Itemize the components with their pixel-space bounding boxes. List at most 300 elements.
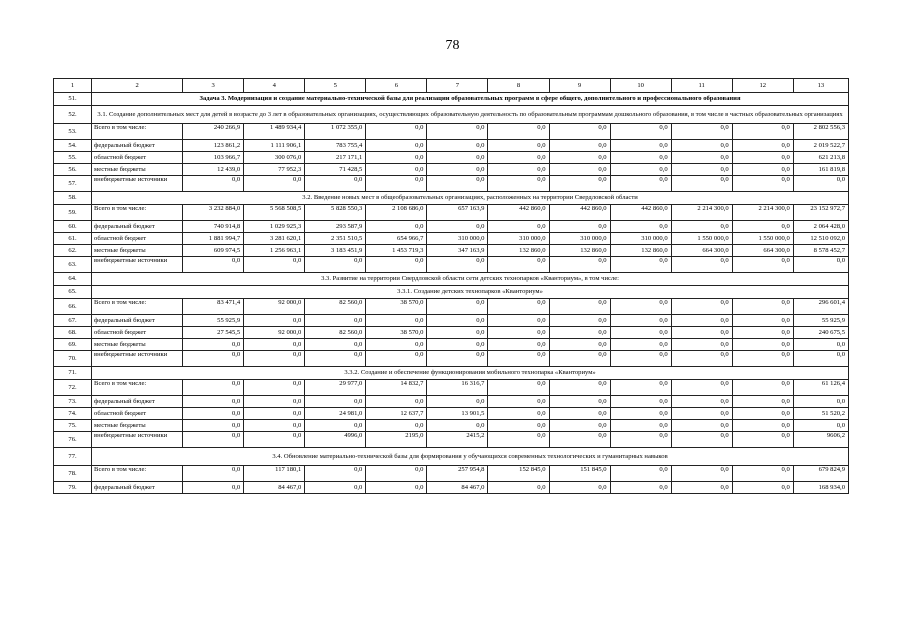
value-cell: 0,0: [671, 257, 732, 273]
value-cell: 0,0: [610, 140, 671, 152]
section-row: [54, 448, 849, 466]
funding-source-label: Всего в том числе:: [92, 124, 183, 140]
value-cell: 117 180,1: [244, 466, 305, 482]
row-number: 59.: [54, 205, 92, 221]
table-row: [54, 205, 849, 221]
funding-source-label: федеральный бюджет: [92, 140, 183, 152]
value-cell: 0,0: [427, 420, 488, 432]
value-cell: 0,0: [183, 420, 244, 432]
table-row: [54, 124, 849, 140]
value-cell: 0,0: [366, 396, 427, 408]
row-number: 63.: [54, 257, 92, 273]
row-number: 58.: [54, 192, 92, 205]
value-cell: 0,0: [183, 408, 244, 420]
value-cell: 82 560,0: [305, 327, 366, 339]
value-cell: 103 966,7: [183, 152, 244, 164]
value-cell: 0,0: [305, 257, 366, 273]
value-cell: 0,0: [732, 140, 793, 152]
budget-table: [53, 78, 849, 494]
value-cell: 0,0: [244, 257, 305, 273]
value-cell: 310 000,0: [488, 233, 549, 245]
value-cell: 0,0: [427, 176, 488, 192]
value-cell: 0,0: [488, 408, 549, 420]
value-cell: 0,0: [610, 351, 671, 367]
total-value-cell: 296 601,4: [793, 299, 848, 315]
row-number: 66.: [54, 299, 92, 315]
value-cell: 0,0: [244, 396, 305, 408]
total-value-cell: 9606,2: [793, 432, 848, 448]
section-row: [54, 192, 849, 205]
value-cell: 0,0: [305, 351, 366, 367]
value-cell: 2415,2: [427, 432, 488, 448]
value-cell: 0,0: [427, 339, 488, 351]
value-cell: 0,0: [732, 327, 793, 339]
value-cell: 2 351 510,5: [305, 233, 366, 245]
table-row: [54, 176, 849, 192]
table-row: [54, 380, 849, 396]
value-cell: 0,0: [549, 315, 610, 327]
total-value-cell: 2 019 522,7: [793, 140, 848, 152]
value-cell: 0,0: [488, 396, 549, 408]
value-cell: 0,0: [732, 482, 793, 494]
value-cell: 0,0: [610, 420, 671, 432]
value-cell: 0,0: [366, 351, 427, 367]
value-cell: 0,0: [183, 339, 244, 351]
value-cell: 240 266,9: [183, 124, 244, 140]
value-cell: 0,0: [732, 380, 793, 396]
value-cell: 0,0: [549, 140, 610, 152]
value-cell: 347 163,9: [427, 245, 488, 257]
value-cell: 0,0: [671, 327, 732, 339]
value-cell: 92 000,0: [244, 327, 305, 339]
value-cell: 38 570,0: [366, 327, 427, 339]
value-cell: 1 453 719,3: [366, 245, 427, 257]
row-number: 68.: [54, 327, 92, 339]
row-number: 53.: [54, 124, 92, 140]
table-row: [54, 233, 849, 245]
total-value-cell: 168 934,0: [793, 482, 848, 494]
value-cell: 2 214 300,0: [732, 205, 793, 221]
value-cell: 0,0: [488, 140, 549, 152]
row-number: 76.: [54, 432, 92, 448]
section-row: [54, 106, 849, 124]
value-cell: 0,0: [427, 124, 488, 140]
row-number: 51.: [54, 93, 92, 106]
value-cell: 310 000,0: [610, 233, 671, 245]
section-row: [54, 286, 849, 299]
value-cell: 14 832,7: [366, 380, 427, 396]
value-cell: 0,0: [732, 408, 793, 420]
value-cell: 16 316,7: [427, 380, 488, 396]
total-value-cell: 0,0: [793, 420, 848, 432]
value-cell: 0,0: [549, 482, 610, 494]
total-value-cell: 0,0: [793, 351, 848, 367]
value-cell: 0,0: [732, 257, 793, 273]
value-cell: 0,0: [610, 164, 671, 176]
value-cell: 0,0: [671, 176, 732, 192]
funding-source-label: областной бюджет: [92, 408, 183, 420]
total-value-cell: 0,0: [793, 257, 848, 273]
total-value-cell: 0,0: [793, 396, 848, 408]
value-cell: 300 076,0: [244, 152, 305, 164]
funding-source-label: Всего в том числе:: [92, 466, 183, 482]
value-cell: 0,0: [549, 351, 610, 367]
value-cell: 4996,0: [305, 432, 366, 448]
row-number: 54.: [54, 140, 92, 152]
value-cell: 0,0: [610, 299, 671, 315]
value-cell: 0,0: [427, 152, 488, 164]
funding-source-label: Всего в том числе:: [92, 205, 183, 221]
value-cell: 0,0: [610, 315, 671, 327]
value-cell: 0,0: [488, 221, 549, 233]
value-cell: 0,0: [305, 315, 366, 327]
row-number: 74.: [54, 408, 92, 420]
header-cell: 10: [610, 79, 671, 93]
value-cell: 0,0: [610, 221, 671, 233]
value-cell: 84 467,0: [427, 482, 488, 494]
value-cell: 3 281 620,1: [244, 233, 305, 245]
funding-source-label: внебюджетные источники: [92, 432, 183, 448]
value-cell: 0,0: [488, 380, 549, 396]
row-number: 77.: [54, 448, 92, 466]
value-cell: 0,0: [549, 299, 610, 315]
section-row: [54, 367, 849, 380]
section-title: 3.3.2. Создание и обеспечение функционирования мобильного технопарка «Кванториум»: [92, 367, 849, 380]
value-cell: 1 111 906,1: [244, 140, 305, 152]
funding-source-label: федеральный бюджет: [92, 221, 183, 233]
value-cell: 0,0: [427, 351, 488, 367]
value-cell: 0,0: [183, 432, 244, 448]
value-cell: 0,0: [305, 466, 366, 482]
value-cell: 0,0: [488, 315, 549, 327]
value-cell: 0,0: [305, 482, 366, 494]
value-cell: 1 256 963,1: [244, 245, 305, 257]
value-cell: 24 981,0: [305, 408, 366, 420]
value-cell: 0,0: [427, 315, 488, 327]
total-value-cell: 55 925,9: [793, 315, 848, 327]
value-cell: 1 550 000,0: [732, 233, 793, 245]
table-row: [54, 408, 849, 420]
value-cell: 0,0: [244, 380, 305, 396]
value-cell: 0,0: [732, 466, 793, 482]
value-cell: 0,0: [549, 164, 610, 176]
value-cell: 2195,0: [366, 432, 427, 448]
value-cell: 0,0: [610, 257, 671, 273]
value-cell: 0,0: [549, 380, 610, 396]
value-cell: 0,0: [183, 482, 244, 494]
value-cell: 293 587,9: [305, 221, 366, 233]
value-cell: 0,0: [244, 339, 305, 351]
value-cell: 0,0: [183, 257, 244, 273]
value-cell: 77 952,3: [244, 164, 305, 176]
value-cell: 0,0: [671, 152, 732, 164]
value-cell: 152 845,0: [488, 466, 549, 482]
total-value-cell: 161 819,8: [793, 164, 848, 176]
value-cell: 0,0: [732, 176, 793, 192]
value-cell: 2 108 686,0: [366, 205, 427, 221]
funding-source-label: местные бюджеты: [92, 420, 183, 432]
value-cell: 257 954,8: [427, 466, 488, 482]
value-cell: 1 881 994,7: [183, 233, 244, 245]
row-number: 65.: [54, 286, 92, 299]
row-number: 73.: [54, 396, 92, 408]
value-cell: 0,0: [610, 380, 671, 396]
header-cell: 11: [671, 79, 732, 93]
value-cell: 84 467,0: [244, 482, 305, 494]
table-row: [54, 152, 849, 164]
total-value-cell: 51 520,2: [793, 408, 848, 420]
row-number: 62.: [54, 245, 92, 257]
value-cell: 0,0: [488, 327, 549, 339]
section-row: [54, 273, 849, 286]
value-cell: 0,0: [305, 176, 366, 192]
header-cell: 2: [92, 79, 183, 93]
value-cell: 12 637,7: [366, 408, 427, 420]
table-row: [54, 315, 849, 327]
total-value-cell: 2 064 428,0: [793, 221, 848, 233]
value-cell: 0,0: [183, 396, 244, 408]
value-cell: 0,0: [366, 339, 427, 351]
value-cell: 0,0: [488, 482, 549, 494]
value-cell: 664 300,0: [732, 245, 793, 257]
header-cell: 13: [793, 79, 848, 93]
row-number: 67.: [54, 315, 92, 327]
value-cell: 0,0: [366, 164, 427, 176]
table-row: [54, 432, 849, 448]
value-cell: 442 860,0: [549, 205, 610, 221]
row-number: 69.: [54, 339, 92, 351]
value-cell: 442 860,0: [488, 205, 549, 221]
value-cell: 0,0: [610, 339, 671, 351]
value-cell: 0,0: [732, 315, 793, 327]
total-value-cell: 12 510 092,0: [793, 233, 848, 245]
row-number: 61.: [54, 233, 92, 245]
value-cell: 0,0: [671, 432, 732, 448]
funding-source-label: Всего в том числе:: [92, 299, 183, 315]
value-cell: 0,0: [488, 164, 549, 176]
value-cell: 38 570,0: [366, 299, 427, 315]
table-row: [54, 221, 849, 233]
value-cell: 92 000,0: [244, 299, 305, 315]
value-cell: 0,0: [549, 420, 610, 432]
value-cell: 29 977,0: [305, 380, 366, 396]
value-cell: 0,0: [549, 221, 610, 233]
funding-source-label: областной бюджет: [92, 152, 183, 164]
value-cell: 132 860,0: [610, 245, 671, 257]
value-cell: 0,0: [610, 327, 671, 339]
table-row: [54, 299, 849, 315]
value-cell: 0,0: [488, 420, 549, 432]
value-cell: 1 489 934,4: [244, 124, 305, 140]
value-cell: 0,0: [732, 396, 793, 408]
value-cell: 1 029 925,3: [244, 221, 305, 233]
table-row: [54, 257, 849, 273]
row-number: 57.: [54, 176, 92, 192]
value-cell: 0,0: [671, 299, 732, 315]
row-number: 79.: [54, 482, 92, 494]
value-cell: 0,0: [732, 339, 793, 351]
value-cell: 0,0: [732, 351, 793, 367]
value-cell: 5 568 508,5: [244, 205, 305, 221]
value-cell: 12 439,0: [183, 164, 244, 176]
total-value-cell: 0,0: [793, 176, 848, 192]
value-cell: 783 755,4: [305, 140, 366, 152]
value-cell: 82 560,0: [305, 299, 366, 315]
value-cell: 0,0: [610, 432, 671, 448]
value-cell: 0,0: [366, 315, 427, 327]
value-cell: 0,0: [366, 257, 427, 273]
value-cell: 0,0: [427, 140, 488, 152]
value-cell: 0,0: [732, 152, 793, 164]
value-cell: 0,0: [366, 124, 427, 140]
header-cell: 4: [244, 79, 305, 93]
row-number: 64.: [54, 273, 92, 286]
table-row: [54, 482, 849, 494]
value-cell: 0,0: [671, 466, 732, 482]
table-row: [54, 327, 849, 339]
funding-source-label: Всего в том числе:: [92, 380, 183, 396]
value-cell: 0,0: [305, 339, 366, 351]
section-title: 3.3. Развитие на территории Свердловской области сети детских технопарков «Кванториум», в том числе:: [92, 273, 849, 286]
total-value-cell: 61 126,4: [793, 380, 848, 396]
value-cell: 0,0: [427, 164, 488, 176]
value-cell: 0,0: [366, 221, 427, 233]
value-cell: 2 214 300,0: [671, 205, 732, 221]
value-cell: 0,0: [549, 176, 610, 192]
value-cell: 0,0: [366, 420, 427, 432]
value-cell: 657 163,9: [427, 205, 488, 221]
table-row: [54, 466, 849, 482]
section-title: 3.1. Создание дополнительных мест для детей в возрасте до 3 лет в образовательных организациях, осуществляющих образовательную деятельность по образовательным программам дошкольного образования, в том числе в частных образовательных организациях: [92, 106, 849, 124]
value-cell: 609 974,5: [183, 245, 244, 257]
value-cell: 0,0: [488, 124, 549, 140]
value-cell: 310 000,0: [549, 233, 610, 245]
section-title: 3.4. Обновление материально-технической базы для формирования у обучающихся современных технологических и гуманитарных навыков: [92, 448, 849, 466]
value-cell: 0,0: [244, 408, 305, 420]
value-cell: 151 845,0: [549, 466, 610, 482]
value-cell: 132 860,0: [488, 245, 549, 257]
value-cell: 0,0: [610, 482, 671, 494]
value-cell: 0,0: [244, 432, 305, 448]
value-cell: 0,0: [732, 299, 793, 315]
value-cell: 217 171,1: [305, 152, 366, 164]
value-cell: 0,0: [488, 432, 549, 448]
value-cell: 0,0: [671, 380, 732, 396]
value-cell: 0,0: [671, 164, 732, 176]
value-cell: 0,0: [671, 420, 732, 432]
funding-source-label: внебюджетные источники: [92, 257, 183, 273]
page-number: 78: [445, 38, 460, 53]
value-cell: 0,0: [427, 396, 488, 408]
value-cell: 0,0: [671, 221, 732, 233]
value-cell: 0,0: [671, 482, 732, 494]
value-cell: 71 428,5: [305, 164, 366, 176]
row-number: 60.: [54, 221, 92, 233]
value-cell: 132 860,0: [549, 245, 610, 257]
value-cell: 0,0: [305, 396, 366, 408]
row-number: 56.: [54, 164, 92, 176]
value-cell: 0,0: [549, 327, 610, 339]
value-cell: 0,0: [610, 176, 671, 192]
header-cell: 9: [549, 79, 610, 93]
value-cell: 123 861,2: [183, 140, 244, 152]
value-cell: 1 550 000,0: [671, 233, 732, 245]
value-cell: 0,0: [732, 420, 793, 432]
row-number: 75.: [54, 420, 92, 432]
section-title: 3.2. Введение новых мест в общеобразовательных организациях, расположенных на территории Свердловской области: [92, 192, 849, 205]
value-cell: 0,0: [732, 221, 793, 233]
value-cell: 0,0: [488, 299, 549, 315]
value-cell: 0,0: [549, 339, 610, 351]
funding-source-label: внебюджетные источники: [92, 351, 183, 367]
table-row: [54, 420, 849, 432]
value-cell: 27 545,5: [183, 327, 244, 339]
value-cell: 0,0: [427, 327, 488, 339]
value-cell: 0,0: [366, 152, 427, 164]
section-title: 3.3.1. Создание детских технопарков «Кванториум»: [92, 286, 849, 299]
value-cell: 0,0: [671, 124, 732, 140]
section-title: Задача 3. Модернизация и создание материально-технической базы для реализации образовательных программ в сфере общего, дополнительного и профессионального образования: [92, 93, 849, 106]
row-number: 78.: [54, 466, 92, 482]
table-row: [54, 339, 849, 351]
value-cell: 0,0: [610, 466, 671, 482]
funding-source-label: местные бюджеты: [92, 164, 183, 176]
value-cell: 0,0: [671, 339, 732, 351]
value-cell: 0,0: [549, 257, 610, 273]
total-value-cell: 23 152 972,7: [793, 205, 848, 221]
value-cell: 0,0: [549, 124, 610, 140]
funding-source-label: областной бюджет: [92, 233, 183, 245]
value-cell: 0,0: [305, 420, 366, 432]
value-cell: 0,0: [549, 396, 610, 408]
value-cell: 0,0: [488, 351, 549, 367]
value-cell: 0,0: [427, 257, 488, 273]
table-row: [54, 245, 849, 257]
value-cell: 0,0: [549, 152, 610, 164]
value-cell: 0,0: [671, 408, 732, 420]
value-cell: 0,0: [671, 396, 732, 408]
funding-source-label: местные бюджеты: [92, 339, 183, 351]
total-value-cell: 240 675,5: [793, 327, 848, 339]
value-cell: 740 914,8: [183, 221, 244, 233]
value-cell: 0,0: [488, 339, 549, 351]
funding-source-label: федеральный бюджет: [92, 396, 183, 408]
value-cell: 0,0: [366, 176, 427, 192]
value-cell: 0,0: [183, 351, 244, 367]
row-number: 52.: [54, 106, 92, 124]
value-cell: 0,0: [366, 466, 427, 482]
total-value-cell: 679 824,9: [793, 466, 848, 482]
funding-source-label: внебюджетные источники: [92, 176, 183, 192]
header-cell: 8: [488, 79, 549, 93]
table-row: [54, 396, 849, 408]
header-cell: 12: [732, 79, 793, 93]
header-row: [54, 79, 849, 93]
value-cell: 0,0: [610, 124, 671, 140]
value-cell: 5 828 550,3: [305, 205, 366, 221]
funding-source-label: областной бюджет: [92, 327, 183, 339]
value-cell: 664 300,0: [671, 245, 732, 257]
value-cell: 0,0: [183, 380, 244, 396]
value-cell: 0,0: [244, 176, 305, 192]
value-cell: 0,0: [183, 176, 244, 192]
header-cell: 6: [366, 79, 427, 93]
total-value-cell: 621 213,8: [793, 152, 848, 164]
value-cell: 310 000,0: [427, 233, 488, 245]
value-cell: 0,0: [732, 432, 793, 448]
value-cell: 1 072 355,0: [305, 124, 366, 140]
header-cell: 1: [54, 79, 92, 93]
